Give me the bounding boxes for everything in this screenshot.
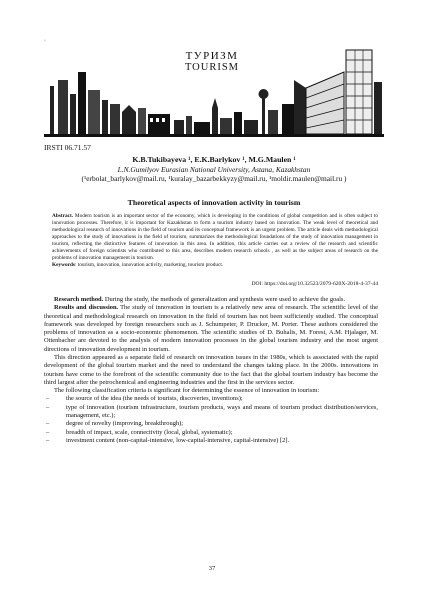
list-item [44,429,378,437]
list-dash: – [46,428,50,436]
article-body [44,296,378,445]
results-text: The study of innovation in tourism is a relatively new area of research. The scientific level of the theoretical and methodological research on innovation in the field of tourism has not been sufficiently studied. The conceptual framework was developed by foreign researchers such as J. Schumpeter, P. Drucker, M. Porter. These authors considered the problems of innovation as a socio-economic phenomenon. The scientific studies of D. Buhalis, M. Forest, A.M. Hjalager, M. Ottenbacher are devoted to the analysis of modern innovation processes in the global tourism industry and the most urgent directions of innovation development in tourism. [44,304,378,353]
irsti-code: IRSTI 06.71.57 [44,143,91,152]
author-affiliation: L.N.Gumilyov Eurasian National University, Astana, Kazakhstan [117,164,311,174]
page-number: 37 [208,565,216,572]
list-dash: – [46,395,50,403]
research-method-paragraph [44,296,378,304]
body-paragraph-2: This direction appeared as a separate field of research on innovation issues in the 1980s, which is associated with the rapid development of the global tourism market and the need to understand the changes taking place. In the 2000s. innovations in tourism have come to the forefront of the scientific community due to the fact that the global tourism industry has become the third largest after the petrochemical and engineering industries and the first in the services sector. [44,353,378,386]
list-item-text: the source of the idea (the needs of tourists, discoveries, inventions); [66,395,243,403]
author-emails: (¹erbolat_barlykov@mail.ru, ¹kuralay_bazarbekkyzy@mail.ru, ¹moldir.maulen@mail.ru ) [81,174,347,183]
doi-link[interactable]: DOI: https://doi.org/10.32523/2079-620X-2018-4-37-44 [251,281,378,287]
list-item-text: breadth of impact, scale, connectivity (local, global, systematic); [66,428,233,436]
header-dot: · [44,38,46,44]
keywords-text: : tourism, innovation, innovation activity, marketing, tourism product. [74,262,224,269]
author-block [44,155,384,184]
results-label: Results and discussion. [54,304,119,312]
list-item-text: degree of novelty (improving, breakthrough); [66,420,184,428]
list-item [44,420,378,428]
author-names: K.B.Tukibayeva ¹, E.K.Barlykov ¹, M.G.Maulen ¹ [132,155,296,164]
list-item-text: type of innovation (tourism infrastructure, tourism products, ways and means of tourism product distribution/services, management, etc.); [66,403,378,419]
list-dash: – [46,403,50,411]
abstract-text: Modern tourism is an important sector of the economy, which is developing in the conditions of global competition and is often subject to innovation processes. Therefore, it is important for Kazakhstan to form a tourism industry based on innovation. The weak level of theoretical and methodological research of innovations in the field of tourism and its conceptual framework is an urgent problem. The article deals with methodological approaches to the study of innovations in the field of tourism, summarizes the methodological foundations of the study of innovation management in tourism, reflecting the distinctive features of innovation in this area. In addition, this article carries out a review of the research and scientific achievements of foreign scientists who contributed to this area, describes modern research schools , as well as the subject areas of research on the problems of innovation management in tourism. [52,213,378,262]
abstract [52,213,378,269]
body-paragraph-3: The following classification criteria is significant for determining the essence of innovation in tourism: [54,387,320,395]
paper-title: Theoretical aspects of innovation activity in tourism [127,198,301,207]
journal-title-ru: ТУРИЗМ [185,50,239,62]
research-method-text: During the study, the methods of generalization and synthesis were used to achieve the goals. [103,296,346,303]
research-method-label: Research method. [54,296,104,303]
list-dash: – [46,436,50,444]
list-item-text: investment content (non-capital-intensive, low-capital-intensive, capital-intensive) [2]. [66,436,290,444]
list-item [44,437,378,445]
keywords-label: Keywords [52,262,75,269]
list-dash: – [46,420,50,428]
list-item [44,395,378,403]
journal-title [150,50,274,73]
results-paragraph [44,304,378,354]
journal-title-en: TOURISM [184,62,240,73]
abstract-label: Abstract. [52,213,74,219]
list-item [44,404,378,421]
